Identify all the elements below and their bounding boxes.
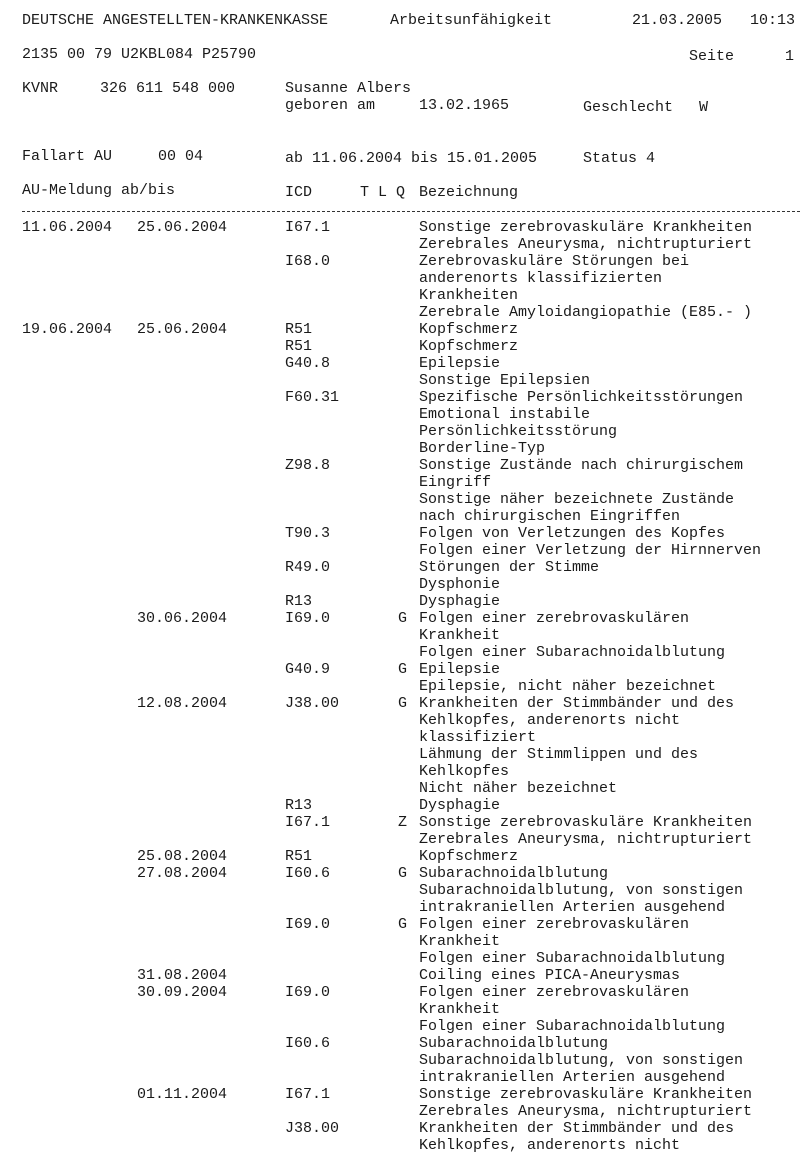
icd-code: R51 — [285, 321, 313, 338]
diagnosis-description: Eingriff — [419, 474, 492, 491]
col-header-icd: ICD — [285, 184, 313, 201]
page-label: Seite — [689, 48, 735, 65]
diagnosis-description: Krankheit — [419, 627, 501, 644]
diagnosis-description: Zerebrales Aneurysma, nichtrupturiert — [419, 1103, 753, 1120]
page-number: 1 — [785, 48, 795, 65]
q-flag: G — [398, 916, 408, 933]
diagnosis-description: Lähmung der Stimmlippen und des — [419, 746, 699, 763]
diagnosis-description: Krankheiten — [419, 287, 519, 304]
diagnosis-description: Emotional instabile — [419, 406, 591, 423]
sex-value: W — [699, 99, 709, 116]
icd-code: I69.0 — [285, 916, 331, 933]
diagnosis-description: Folgen einer Verletzung der Hirnnerven — [419, 542, 762, 559]
patient-name: Susanne Albers — [285, 80, 412, 97]
document-title: Arbeitsunfähigkeit — [390, 12, 553, 29]
icd-code: J38.00 — [285, 695, 340, 712]
diagnosis-description: Zerebrovaskuläre Störungen bei — [419, 253, 690, 270]
icd-code: I68.0 — [285, 253, 331, 270]
q-flag: G — [398, 865, 408, 882]
diagnosis-description: Epilepsie — [419, 355, 501, 372]
icd-code: G40.9 — [285, 661, 331, 678]
diagnosis-description: Zerebrales Aneurysma, nichtrupturiert — [419, 831, 753, 848]
diagnosis-description: Epilepsie, nicht näher bezeichnet — [419, 678, 717, 695]
au-to-date: 25.08.2004 — [137, 848, 228, 865]
icd-code: J38.00 — [285, 1120, 340, 1137]
au-to-date: 27.08.2004 — [137, 865, 228, 882]
diagnosis-description: Folgen einer zerebrovaskulären — [419, 984, 690, 1001]
icd-code: R49.0 — [285, 559, 331, 576]
status-value: Status 4 — [583, 150, 656, 167]
icd-code: I60.6 — [285, 865, 331, 882]
au-to-date: 30.06.2004 — [137, 610, 228, 627]
print-time: 10:13 — [750, 12, 796, 29]
diagnosis-description: Subarachnoidalblutung — [419, 865, 609, 882]
diagnosis-description: Sonstige näher bezeichnete Zustände — [419, 491, 735, 508]
diagnosis-description: Folgen einer Subarachnoidalblutung — [419, 950, 726, 967]
icd-code: I67.1 — [285, 219, 331, 236]
icd-code: R51 — [285, 848, 313, 865]
header-divider — [22, 211, 800, 212]
diagnosis-description: Sonstige zerebrovaskuläre Krankheiten — [419, 1086, 753, 1103]
born-label: geboren am — [285, 97, 376, 114]
org-name: DEUTSCHE ANGESTELLTEN-KRANKENKASSE — [22, 12, 329, 29]
diagnosis-description: Folgen einer Subarachnoidalblutung — [419, 1018, 726, 1035]
diagnosis-description: Kehlkopfes — [419, 763, 510, 780]
au-to-date: 31.08.2004 — [137, 967, 228, 984]
diagnosis-description: Folgen einer zerebrovaskulären — [419, 610, 690, 627]
diagnosis-description: Krankheiten der Stimmbänder und des — [419, 695, 735, 712]
diagnosis-description: Zerebrales Aneurysma, nichtrupturiert — [419, 236, 753, 253]
incapacity-period: ab 11.06.2004 bis 15.01.2005 — [285, 150, 538, 167]
q-flag: G — [398, 695, 408, 712]
icd-code: I69.0 — [285, 984, 331, 1001]
diagnosis-description: Zerebrale Amyloidangiopathie (E85.- ) — [419, 304, 753, 321]
au-to-date: 30.09.2004 — [137, 984, 228, 1001]
q-flag: G — [398, 661, 408, 678]
diagnosis-description: Spezifische Persönlichkeitsstörungen — [419, 389, 744, 406]
au-from-date: 11.06.2004 — [22, 219, 113, 236]
diagnosis-description: Dysphagie — [419, 593, 501, 610]
icd-code: F60.31 — [285, 389, 340, 406]
icd-code: I67.1 — [285, 1086, 331, 1103]
diagnosis-description: Subarachnoidalblutung, von sonstigen — [419, 882, 744, 899]
case-type-label: Fallart AU — [22, 148, 113, 165]
q-flag: G — [398, 610, 408, 627]
diagnosis-description: Kopfschmerz — [419, 321, 519, 338]
au-from-date: 19.06.2004 — [22, 321, 113, 338]
diagnosis-description: Störungen der Stimme — [419, 559, 600, 576]
diagnosis-description: Subarachnoidalblutung, von sonstigen — [419, 1052, 744, 1069]
diagnosis-description: intrakraniellen Arterien ausgehend — [419, 1069, 726, 1086]
diagnosis-description: Dysphonie — [419, 576, 501, 593]
q-flag: Z — [398, 814, 408, 831]
diagnosis-description: Epilepsie — [419, 661, 501, 678]
sex-label: Geschlecht — [583, 99, 674, 116]
diagnosis-description: Coiling eines PICA-Aneurysmas — [419, 967, 681, 984]
icd-code: T90.3 — [285, 525, 331, 542]
diagnosis-description: anderenorts klassifizierten — [419, 270, 663, 287]
diagnosis-description: klassifiziert — [419, 729, 537, 746]
diagnosis-description: Borderline-Typ — [419, 440, 546, 457]
diagnosis-description: Kehlkopfes, anderenorts nicht — [419, 1137, 681, 1154]
icd-code: R51 — [285, 338, 313, 355]
diagnosis-description: Kopfschmerz — [419, 338, 519, 355]
diagnosis-description: Folgen einer Subarachnoidalblutung — [419, 644, 726, 661]
kvnr-label: KVNR — [22, 80, 59, 97]
au-to-date: 25.06.2004 — [137, 219, 228, 236]
au-to-date: 25.06.2004 — [137, 321, 228, 338]
icd-code: I67.1 — [285, 814, 331, 831]
col-header-description: Bezeichnung — [419, 184, 519, 201]
diagnosis-description: Subarachnoidalblutung — [419, 1035, 609, 1052]
diagnosis-description: Sonstige zerebrovaskuläre Krankheiten — [419, 814, 753, 831]
icd-code: R13 — [285, 797, 313, 814]
diagnosis-description: Kehlkopfes, anderenorts nicht — [419, 712, 681, 729]
diagnosis-description: Krankheit — [419, 933, 501, 950]
au-to-date: 12.08.2004 — [137, 695, 228, 712]
diagnosis-description: Nicht näher bezeichnet — [419, 780, 618, 797]
icd-code: I60.6 — [285, 1035, 331, 1052]
diagnosis-description: Dysphagie — [419, 797, 501, 814]
kvnr-value: 326 611 548 000 — [100, 80, 236, 97]
icd-code: G40.8 — [285, 355, 331, 372]
diagnosis-description: Folgen einer zerebrovaskulären — [419, 916, 690, 933]
born-date: 13.02.1965 — [419, 97, 510, 114]
diagnosis-description: Kopfschmerz — [419, 848, 519, 865]
diagnosis-description: Krankheiten der Stimmbänder und des — [419, 1120, 735, 1137]
col-header-au: AU-Meldung ab/bis — [22, 182, 176, 199]
diagnosis-description: Sonstige Zustände nach chirurgischem — [419, 457, 744, 474]
diagnosis-description: nach chirurgischen Eingriffen — [419, 508, 681, 525]
print-date: 21.03.2005 — [632, 12, 723, 29]
diagnosis-description: Folgen von Verletzungen des Kopfes — [419, 525, 726, 542]
diagnosis-description: Sonstige zerebrovaskuläre Krankheiten — [419, 219, 753, 236]
icd-code: I69.0 — [285, 610, 331, 627]
col-header-tlq: T L Q — [360, 184, 406, 201]
diagnosis-description: Krankheit — [419, 1001, 501, 1018]
diagnosis-description: Persönlichkeitsstörung — [419, 423, 618, 440]
diagnosis-description: Sonstige Epilepsien — [419, 372, 591, 389]
icd-code: Z98.8 — [285, 457, 331, 474]
diagnosis-description: intrakraniellen Arterien ausgehend — [419, 899, 726, 916]
case-type-code: 00 04 — [158, 148, 204, 165]
au-to-date: 01.11.2004 — [137, 1086, 228, 1103]
reference-line: 2135 00 79 U2KBL084 P25790 — [22, 46, 257, 63]
icd-code: R13 — [285, 593, 313, 610]
